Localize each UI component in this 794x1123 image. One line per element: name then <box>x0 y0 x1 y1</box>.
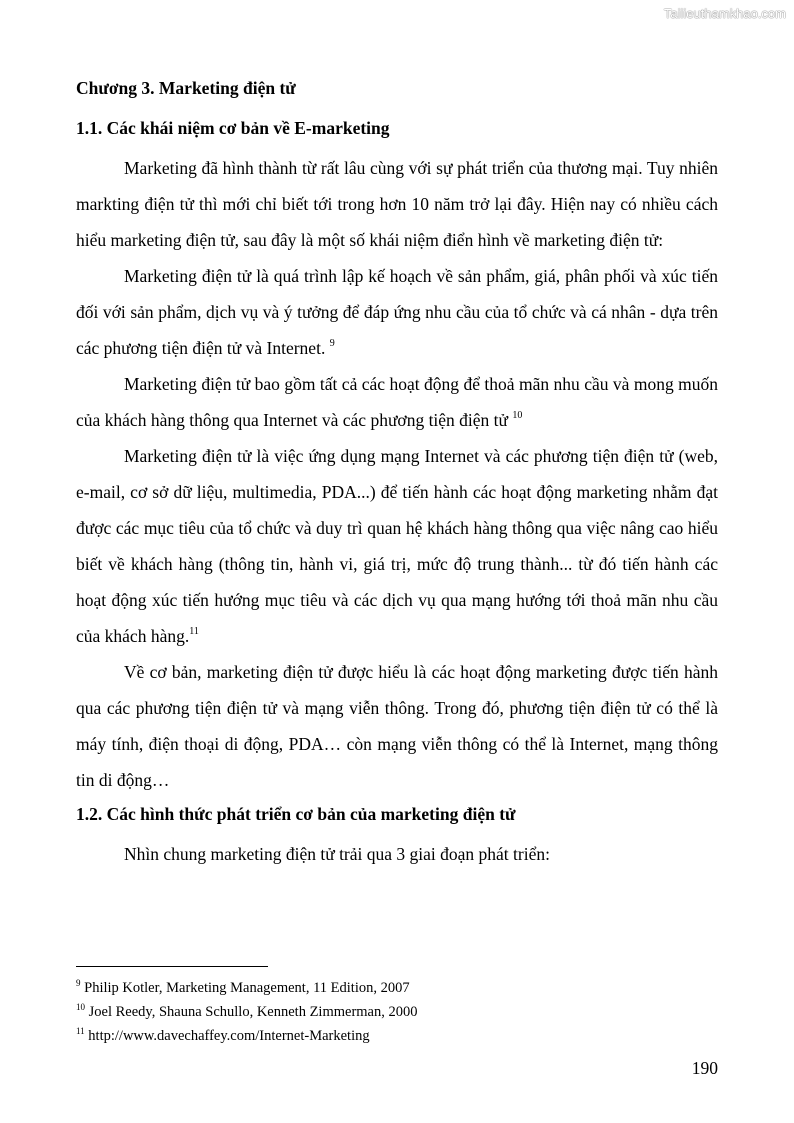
paragraph-summary: Về cơ bản, marketing điện tử được hiểu là các hoạt động marketing được tiến hành qua các phương tiện điện tử và mạng viễn thông. Trong đó, phương tiện điện tử có thể là máy tính, điện thoại di động, PDA… còn mạng viễn thông có thể là Internet, mạng thông tin di động… <box>76 662 718 790</box>
paragraph-definition-2 <box>76 366 718 438</box>
page-content <box>76 72 718 872</box>
footnote-divider <box>76 966 268 967</box>
footnote-text: Joel Reedy, Shauna Schullo, Kenneth Zimmerman, 2000 <box>85 1004 418 1020</box>
footnote-item <box>76 1000 718 1024</box>
footnote-ref-9[interactable]: 9 <box>329 338 335 349</box>
footnote-ref-11[interactable]: 11 <box>189 626 199 637</box>
footnote-number: 11 <box>76 1026 85 1036</box>
paragraph-definition-3-text: Marketing điện tử là việc ứng dụng mạng Internet và các phương tiện điện tử (web, e-mail, cơ sở dữ liệu, multimedia, PDA...) để tiến hành các hoạt động marketing nhằm đạt được các mục tiêu của tổ chức và duy trì quan hệ khách hàng thông qua việc nâng cao hiểu biết về khách hàng (thông tin, hành vi, giá trị, mức độ trung thành... từ đó tiến hành các hoạt động xúc tiến hướng mục tiêu và các dịch vụ qua mạng hướng tới thoả mãn nhu cầu của khách hàng. <box>76 446 718 646</box>
paragraph-definition-2-text: Marketing điện tử bao gồm tất cả các hoạt động để thoả mãn nhu cầu và mong muốn của khách hàng thông qua Internet và các phương tiện điện tử <box>76 374 718 430</box>
paragraph-definition-3 <box>76 438 718 654</box>
footnote-number: 10 <box>76 1002 85 1012</box>
chapter-title: Chương 3. Marketing điện tử <box>76 78 296 98</box>
footnote-text: Philip Kotler, Marketing Management, 11 Edition, 2007 <box>80 980 410 996</box>
footnote-item <box>76 976 718 1000</box>
footnotes <box>76 976 718 1048</box>
section-title-1-1: 1.1. Các khái niệm cơ bản về E-marketing <box>76 118 390 138</box>
paragraph-definition-1 <box>76 258 718 366</box>
watermark-text: Tailieuthamkhao.com <box>663 6 786 21</box>
section-title-1-2: 1.2. Các hình thức phát triển cơ bản của marketing điện tử <box>76 804 516 824</box>
footnote-ref-10[interactable]: 10 <box>512 410 523 421</box>
footnote-link[interactable]: http://www.davechaffey.com/Internet-Marketing <box>84 1028 370 1044</box>
paragraph-intro: Marketing đã hình thành từ rất lâu cùng với sự phát triển của thương mại. Tuy nhiên markting điện tử thì mới chỉ biết tới trong hơn 10 năm trở lại đây. Hiện nay có nhiều cách hiểu marketing điện tử, sau đây là một số khái niệm điển hình về marketing điện tử: <box>76 158 718 250</box>
footnote-item <box>76 1024 718 1048</box>
footnote-number: 9 <box>76 978 81 988</box>
paragraph-definition-1-text: Marketing điện tử là quá trình lập kế hoạch về sản phẩm, giá, phân phối và xúc tiến đối với sản phẩm, dịch vụ và ý tưởng để đáp ứng nhu cầu của tổ chức và cá nhân - dựa trên các phương tiện điện tử và Internet. <box>76 266 718 358</box>
page-number: 190 <box>691 1058 718 1078</box>
paragraph-stages-intro: Nhìn chung marketing điện tử trải qua 3 giai đoạn phát triển: <box>124 844 550 864</box>
